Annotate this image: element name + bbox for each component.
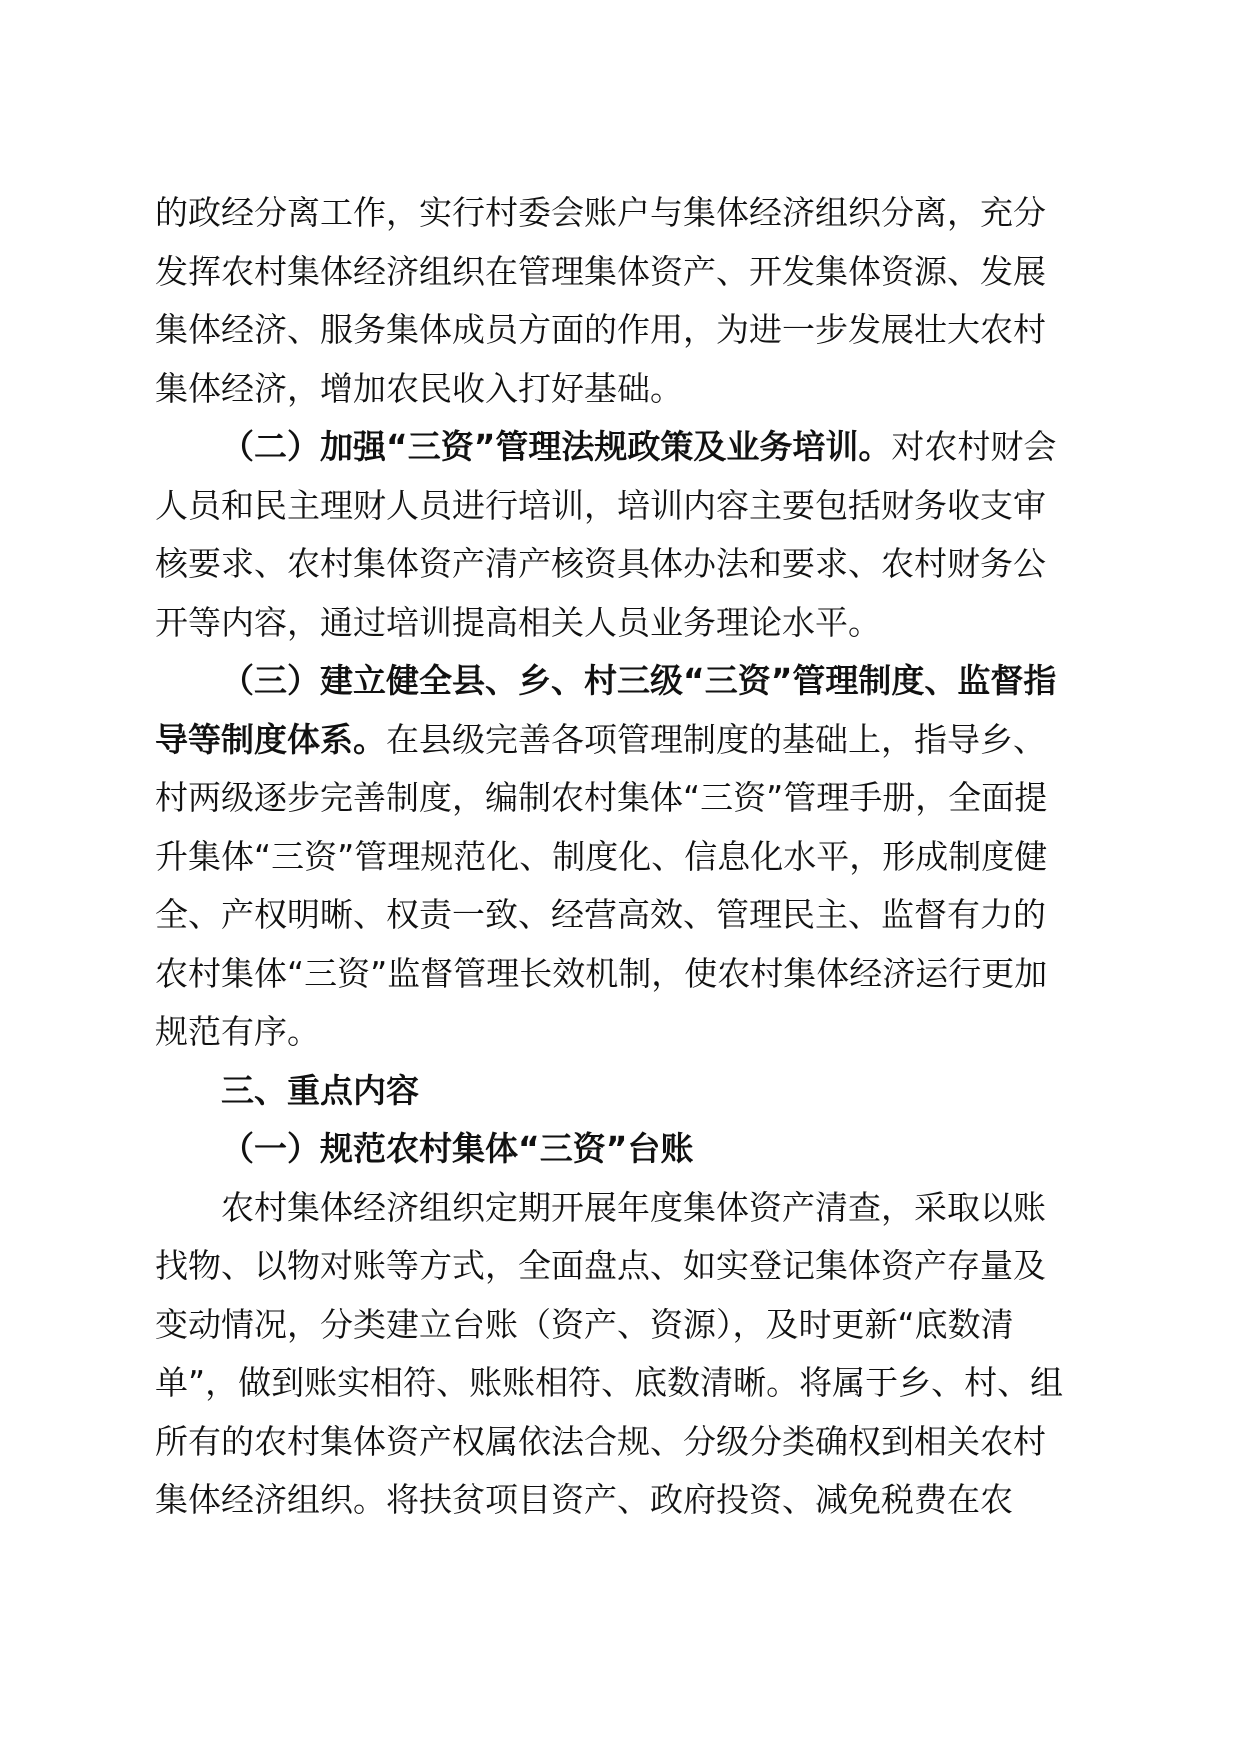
paragraph-3-text: 在县级完善各项管理制度的基础上，指导乡、村两级逐步完善制度，编制农村集体“三资”管理手册，全面提升集体“三资”管理规范化、制度化、信息化水平，形成制度健全、产权明晰、权责一致、经营高效、管理民主、监督有力的农村集体“三资”监督管理长效机制，使农村集体经济运行更加规范有序。 — [155, 719, 1048, 1051]
paragraph-4 — [155, 1179, 1065, 1530]
paragraph-2-text: 对农村财会人员和民主理财人员进行培训，培训内容主要包括财务收支审核要求、农村集体资产清产核资具体办法和要求、农村财务公开等内容，通过培训提高相关人员业务理论水平。 — [155, 427, 1057, 642]
section-3-heading: 三、重点内容 — [221, 1070, 419, 1110]
document-body — [155, 184, 1065, 1530]
paragraph-1 — [155, 184, 1065, 418]
subsection-1-heading: （一）规范农村集体“三资”台账 — [221, 1129, 694, 1168]
paragraph-3 — [155, 652, 1065, 1062]
paragraph-4-text: 农村集体经济组织定期开展年度集体资产清查，采取以账找物、以物对账等方式，全面盘点、如实登记集体资产存量及变动情况，分类建立台账（资产、资源），及时更新“底数清单”，做到账实相符、账账相符、底数清晰。将属于乡、村、组所有的农村集体资产权属依法合规、分级分类确权到相关农村集体经济组织。将扶贫项目资产、政府投资、减免税费在农 — [155, 1187, 1064, 1519]
paragraph-2-heading: （二）加强“三资”管理法规政策及业务培训。 — [221, 427, 892, 466]
paragraph-1-text: 的政经分离工作，实行村委会账户与集体经济组织分离，充分发挥农村集体经济组织在管理集体资产、开发集体资源、发展集体经济、服务集体成员方面的作用，为进一步发展壮大农村集体经济，增加农民收入打好基础。 — [155, 193, 1046, 408]
paragraph-2 — [155, 418, 1065, 652]
paragraph-3-heading: （三）建立健全县、乡、村三级“三资”管理制度、监督指导等制度体系。 — [155, 661, 1057, 759]
